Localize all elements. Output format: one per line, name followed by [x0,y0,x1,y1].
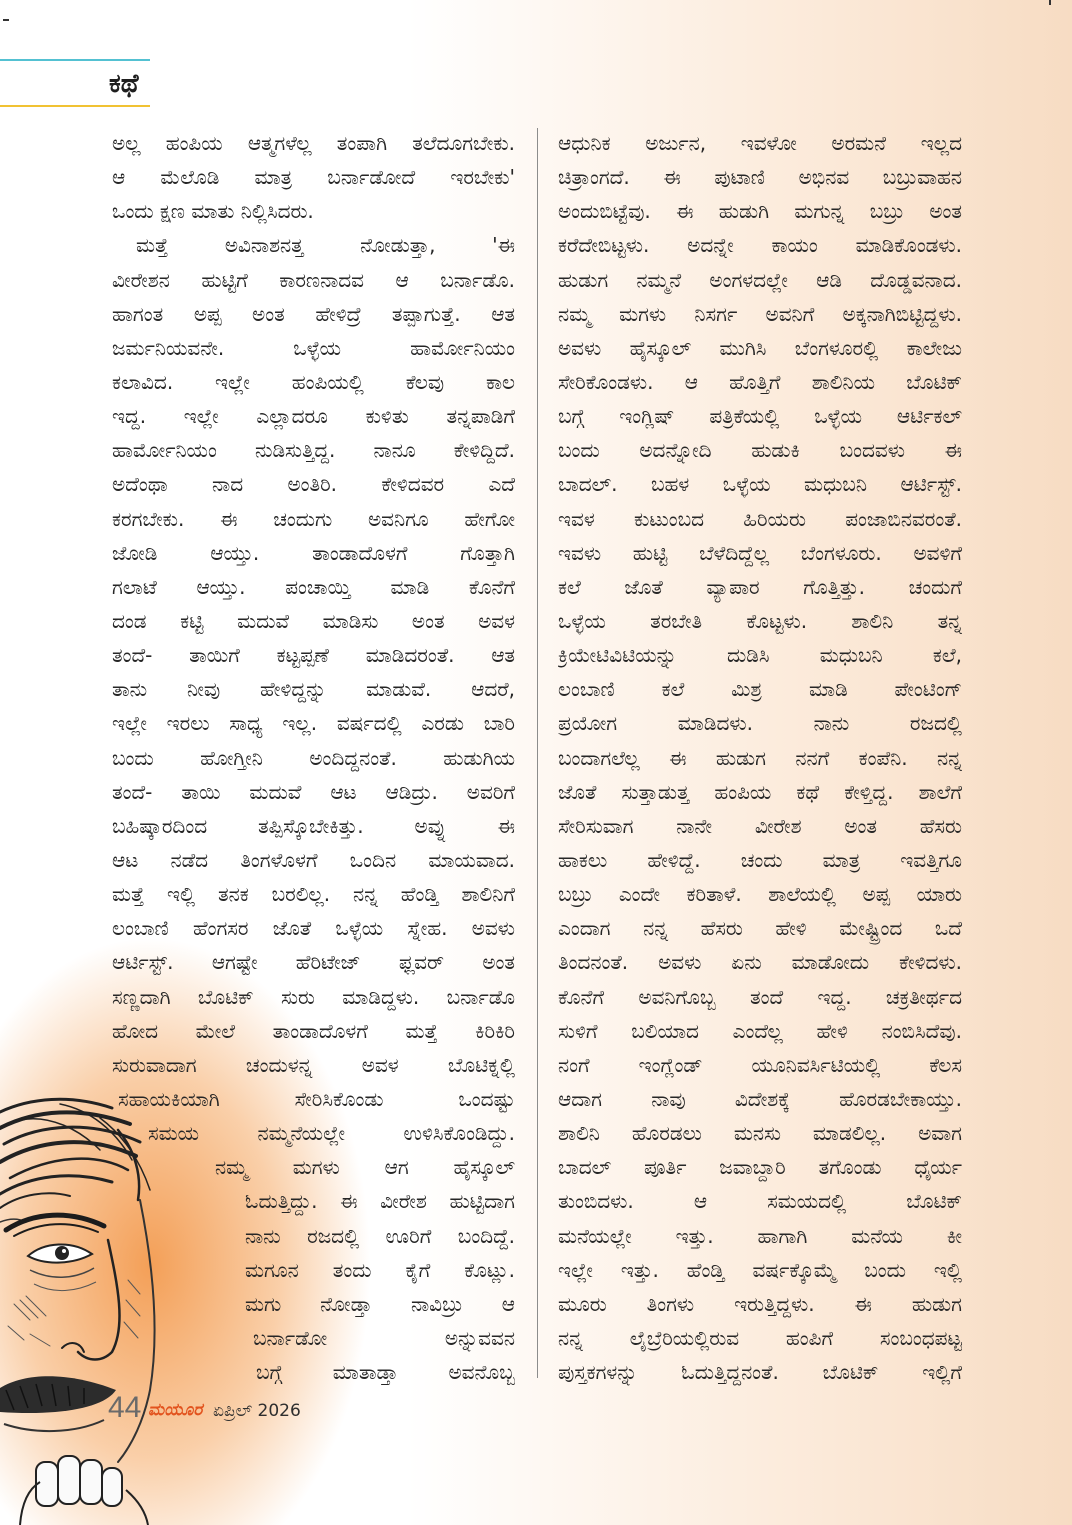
magazine-logo: ಮಯೂರ [148,1400,203,1420]
text-line: ಆದಾಗ ನಾವು ವಿದೇಶಕ್ಕೆ ಹೊರಡಬೇಕಾಯ್ತು. [558,1086,962,1111]
text-line: ಹೋದ ಮೇಲೆ ತಾಂಡಾದೊಳಗೆ ಮತ್ತೆ ಕಿರಿಕಿರಿ [112,1018,515,1043]
column-divider [537,128,538,1378]
text-line: ಬಹಿಷ್ಕಾರದಿಂದ ತಪ್ಪಿಸ್ಕೊಬೇಕಿತ್ತು. ಅವ್ನು ಈ [112,813,515,838]
text-line: ಜೋಡಿ ಆಯ್ತು. ತಾಂಡಾದೊಳಗೆ ಗೊತ್ತಾಗಿ [112,540,515,565]
text-line: ಪುಸ್ತಕಗಳನ್ನು ಓದುತ್ತಿದ್ದನಂತೆ. ಬೊಟಿಕ್ ಇಲ್ಲಿಗೆ [558,1360,962,1385]
text-line: ಮಗು ನೋಡ್ತಾ ನಾವಿಬ್ರು ಆ [245,1291,515,1316]
text-line: ಸುರುವಾದಾಗ ಚಂದುಳನ್ನ ಅವಳ ಬೊಟಿಕ್ನಲ್ಲಿ [112,1052,515,1077]
text-line: ಲಂಬಾಣಿ ಕಲೆ ಮಿಶ್ರ ಮಾಡಿ ಪೇಂಟಿಂಗ್ [558,677,962,702]
text-line: ಬಂದಾಗಲೆಲ್ಲ ಈ ಹುಡುಗ ನನಗೆ ಕಂಪೆನಿ. ನನ್ನ [558,745,962,770]
text-line: ಕಲೆ ಜೊತೆ ವ್ಯಾಪಾರ ಗೊತ್ತಿತ್ತು. ಚಂದುಗೆ [558,574,962,599]
crop-mark [1049,0,1051,5]
text-line: ಹಾರ್ಮೋನಿಯಂ ನುಡಿಸುತ್ತಿದ್ದ. ನಾನೂ ಕೇಳಿದ್ದಿದೆ. [112,438,515,463]
text-line: ತಂದೆ- ತಾಯಿಗೆ ಕಟ್ಟಪ್ಪಣೆ ಮಾಡಿದರಂತೆ. ಆತ [112,643,515,668]
text-line: ಹುಡುಗ ನಮ್ಮನೆ ಅಂಗಳದಲ್ಲೇ ಆಡಿ ದೊಡ್ಡವನಾದ. [558,267,962,292]
text-line: ಒಳ್ಳೆಯ ತರಬೇತಿ ಕೊಟ್ಟಳು. ಶಾಲಿನಿ ತನ್ನ [558,608,962,633]
section-title: ಕಥೆ [109,69,139,99]
right-column [558,126,962,1389]
text-line: ಸೇರಿಸುವಾಗ ನಾನೇ ವೀರೇಶ ಅಂತ ಹೆಸರು [558,813,962,838]
text-line: ಕರಗಬೇಕು. ಈ ಚಂದುಗು ಅವನಿಗೂ ಹೇಗೋ [112,506,515,531]
text-line: ಜರ್ಮನಿಯವನೇ. ಒಳ್ಳೆಯ ಹಾರ್ಮೋನಿಯಂ [112,335,515,360]
text-line: ನಾನು ರಜದಲ್ಲಿ ಊರಿಗೆ ಬಂದಿದ್ದೆ. [245,1223,515,1248]
text-line: ಸುಳಿಗೆ ಬಲಿಯಾದ ಎಂದೆಲ್ಲ ಹೇಳಿ ನಂಬಿಸಿದೆವು. [558,1018,962,1043]
text-line: ಒಂದು ಕ್ಷಣ ಮಾತು ನಿಲ್ಲಿಸಿದರು. [112,199,314,224]
text-line: ಮೂರು ತಿಂಗಳು ಇರುತ್ತಿದ್ದಳು. ಈ ಹುಡುಗ [558,1291,962,1316]
text-line: ಮತ್ತೆ ಅವಿನಾಶನತ್ತ ನೋಡುತ್ತಾ, 'ಈ [136,233,515,258]
left-column [112,126,515,1389]
text-line: ಬಗ್ಗೆ ಮಾತಾಡ್ತಾ ಅವನೊಬ್ಬ [256,1360,515,1385]
text-line: ಅದೆಂಥಾ ನಾದ ಅಂತಿರಿ. ಕೇಳಿದವರ ಎದೆ [112,472,515,497]
text-line: ಆ ಮೆಲೊಡಿ ಮಾತ್ರ ಬರ್ನಾಡೋದೆ ಇರಬೇಕು' [112,165,515,190]
text-line: ಗಲಾಟೆ ಆಯ್ತು. ಪಂಚಾಯ್ತಿ ಮಾಡಿ ಕೊನೆಗೆ [112,574,515,599]
text-line: ಬಗ್ಗೆ ಇಂಗ್ಲಿಷ್ ಪತ್ರಿಕೆಯಲ್ಲಿ ಒಳ್ಳೆಯ ಆರ್ಟಿಕಲ್ [558,404,962,429]
text-line: ಜೊತೆ ಸುತ್ತಾಡುತ್ತ ಹಂಪಿಯ ಕಥೆ ಕೇಳ್ತಿದ್ದ. ಶಾಲೆಗೆ [558,779,962,804]
eye [28,1244,96,1290]
text-line: ನಂಗೆ ಇಂಗ್ಲೆಂಡ್ ಯೂನಿವರ್ಸಿಟಿಯಲ್ಲಿ ಕೆಲಸ [558,1052,962,1077]
text-line: ಕರೆದೇಬಿಟ್ಟಳು. ಅದನ್ನೇ ಕಾಯಂ ಮಾಡಿಕೊಂಡಳು. [558,233,962,258]
text-line: ಪ್ರಯೋಗ ಮಾಡಿದಳು. ನಾನು ರಜದಲ್ಲಿ [558,711,962,736]
text-line: ಸಣ್ಣದಾಗಿ ಬೊಟಿಕ್ ಸುರು ಮಾಡಿದ್ದಳು. ಬರ್ನಾಡೊ [112,984,515,1009]
text-line: ಇಲ್ಲೇ ಇರಲು ಸಾಧ್ಯ ಇಲ್ಲ. ವರ್ಷದಲ್ಲಿ ಎರಡು ಬಾರಿ [112,711,515,736]
text-line: ಇವಳ ಕುಟುಂಬದ ಹಿರಿಯರು ಪಂಜಾಬಿನವರಂತೆ. [558,506,962,531]
hand [20,1456,148,1525]
text-line: ಸಮಯ ನಮ್ಮನೆಯಲ್ಲೇ ಉಳಿಸಿಕೊಂಡಿದ್ದು. [148,1121,515,1146]
text-line: ಇದ್ದ. ಇಲ್ಲೇ ಎಲ್ಲಾದರೂ ಕುಳಿತು ತನ್ನಪಾಡಿಗೆ [112,404,515,429]
text-line: ಮಗೂನ ತಂದು ಕೈಗೆ ಕೊಟ್ಲು. [245,1257,515,1282]
text-line: ಮತ್ತೆ ಇಲ್ಲಿ ತನಕ ಬರಲಿಲ್ಲ. ನನ್ನ ಹೆಂಡ್ತಿ ಶಾಲಿನಿಗೆ [112,882,515,907]
text-line: ಹಾಗಂತ ಅಪ್ಪ ಅಂತ ಹೇಳಿದ್ರೆ ತಪ್ಪಾಗುತ್ತೆ. ಆತ [112,301,515,326]
text-line: ಬಂದು ಹೋಗ್ತೀನಿ ಅಂದಿದ್ದನಂತೆ. ಹುಡುಗಿಯ [112,745,515,770]
text-line: ಬಬ್ರು ಎಂದೇ ಕರಿತಾಳೆ. ಶಾಲೆಯಲ್ಲಿ ಅಪ್ಪ ಯಾರು [558,882,962,907]
text-line: ನನ್ನ ಲೈಬ್ರೆರಿಯಲ್ಲಿರುವ ಹಂಪಿಗೆ ಸಂಬಂಧಪಟ್ಟ [558,1325,962,1350]
text-line: ಬಾದಲ್. ಬಹಳ ಒಳ್ಳೆಯ ಮಧುಬನಿ ಆರ್ಟಿಸ್ಟ್. [558,472,962,497]
text-line: ಬಾದಲ್ ಪೂರ್ತಿ ಜವಾಬ್ದಾರಿ ತಗೊಂಡು ಧೈರ್ಯ [558,1155,962,1180]
text-line: ತಂದೆ- ತಾಯಿ ಮದುವೆ ಆಟ ಆಡಿದ್ರು. ಅವರಿಗೆ [112,779,515,804]
eyebrow [6,1215,104,1236]
text-line: ತಿಂದನಂತೆ. ಅವಳು ಏನು ಮಾಡೋದು ಕೇಳಿದಳು. [558,950,962,975]
text-line: ಸೇರಿಕೊಂಡಳು. ಆ ಹೊತ್ತಿಗೆ ಶಾಲಿನಿಯ ಬೊಟಿಕ್ [558,369,962,394]
text-line: ಅವಳು ಹೈಸ್ಕೂಲ್ ಮುಗಿಸಿ ಬೆಂಗಳೂರಲ್ಲಿ ಕಾಲೇಜು [558,335,962,360]
text-line: ಆರ್ಟಿಸ್ಟ್. ಆಗಷ್ಟೇ ಹೆರಿಟೇಜ್ ಫ್ಲವರ್ ಅಂತ [112,950,515,975]
text-line: ವೀರೇಶನ ಹುಟ್ಟಿಗೆ ಕಾರಣನಾದವ ಆ ಬರ್ನಾಡೊ. [112,267,515,292]
text-line: ಶಾಲಿನಿ ಹೊರಡಲು ಮನಸು ಮಾಡಲಿಲ್ಲ. ಅವಾಗ [558,1121,962,1146]
crop-mark [3,19,9,21]
text-line: ದಂಡ ಕಟ್ಟಿ ಮದುವೆ ಮಾಡಿಸು ಅಂತ ಅವಳ [112,608,515,633]
text-line: ನಮ್ಮ ಮಗಳು ನಿಸರ್ಗ ಅವನಿಗೆ ಅಕ್ಕನಾಗಿಬಿಟ್ಟಿದ್ದಳು. [558,301,962,326]
text-line: ಓದುತ್ತಿದ್ದು. ಈ ವೀರೇಶ ಹುಟ್ಟಿದಾಗ [245,1189,515,1214]
text-line: ನಮ್ಮ ಮಗಳು ಆಗ ಹೈಸ್ಕೂಲ್ [215,1155,515,1180]
text-line: ಕ್ರಿಯೇಟಿವಿಟಿಯನ್ನು ದುಡಿಸಿ ಮಧುಬನಿ ಕಲೆ, [558,643,962,668]
text-line: ಬರ್ನಾಡೋ ಅನ್ನುವವನ [253,1325,515,1350]
text-line: ಅಂದುಬಿಟ್ಟೆವು. ಈ ಹುಡುಗಿ ಮಗುನ್ನ ಬಬ್ರು ಅಂತ [558,199,962,224]
text-line: ಹಾಕಲು ಹೇಳಿದ್ದೆ. ಚಂದು ಮಾತ್ರ ಇವತ್ತಿಗೂ [558,847,962,872]
text-line: ಸಹಾಯಕಿಯಾಗಿ ಸೇರಿಸಿಕೊಂಡು ಒಂದಷ್ಟು [118,1086,515,1111]
page-number: 44 [108,1391,142,1424]
text-line: ಕಲಾವಿದ. ಇಲ್ಲೇ ಹಂಪಿಯಲ್ಲಿ ಕೆಲವು ಕಾಲ [112,369,515,394]
issue-date: ಏಪ್ರಿಲ್ 2026 [213,1401,301,1421]
text-line: ಚಿತ್ರಾಂಗದೆ. ಈ ಪುಟಾಣಿ ಅಭಿನವ ಬಬ್ರುವಾಹನ [558,165,962,190]
text-line: ಆಟ ನಡೆದ ತಿಂಗಳೊಳಗೆ ಒಂದಿನ ಮಾಯವಾದ. [112,847,515,872]
header-rule-top [0,59,150,61]
text-line: ಇವಳು ಹುಟ್ಟಿ ಬೆಳೆದಿದ್ದೆಲ್ಲ ಬೆಂಗಳೂರು. ಅವಳಿಗೆ [558,540,962,565]
text-line: ಅಲ್ಲ ಹಂಪಿಯ ಆತ್ಮಗಳೆಲ್ಲ ತಂಪಾಗಿ ತಲೆದೂಗಬೇಕು. [112,131,515,155]
text-line: ಬಂದು ಅದನ್ನೋದಿ ಹುಡುಕಿ ಬಂದವಳು ಈ [558,438,962,463]
text-line: ಆಧುನಿಕ ಅರ್ಜುನ, ಇವಳೋ ಅರಮನೆ ಇಲ್ಲದ [558,131,962,155]
text-line: ಇಲ್ಲೇ ಇತ್ತು. ಹೆಂಡ್ತಿ ವರ್ಷಕ್ಕೊಮ್ಮೆ ಬಂದು ಇಲ್ಲಿ [558,1257,962,1282]
text-line: ಎಂದಾಗ ನನ್ನ ಹೆಸರು ಹೇಳಿ ಮೇಷ್ಟ್ರಿಂದ ಒದೆ [558,916,962,941]
text-line: ಮನೆಯಲ್ಲೇ ಇತ್ತು. ಹಾಗಾಗಿ ಮನೆಯ ಕೀ [558,1223,962,1248]
header-rule-bottom [0,105,150,107]
text-line: ಕೊನೆಗೆ ಅವನಿಗೊಬ್ಬ ತಂದೆ ಇದ್ದ. ಚಕ್ರತೀರ್ಥದ [558,984,962,1009]
mustache [0,1376,116,1431]
text-line: ತುಂಬಿದಳು. ಆ ಸಮಯದಲ್ಲಿ ಬೊಟಿಕ್ [558,1189,962,1214]
text-line: ತಾನು ನೀವು ಹೇಳಿದ್ದನ್ನು ಮಾಡುವೆ. ಆದರೆ, [112,677,515,702]
text-line: ಲಂಬಾಣಿ ಹೆಂಗಸರ ಜೊತೆ ಒಳ್ಳೆಯ ಸ್ನೇಹ. ಅವಳು [112,916,515,941]
